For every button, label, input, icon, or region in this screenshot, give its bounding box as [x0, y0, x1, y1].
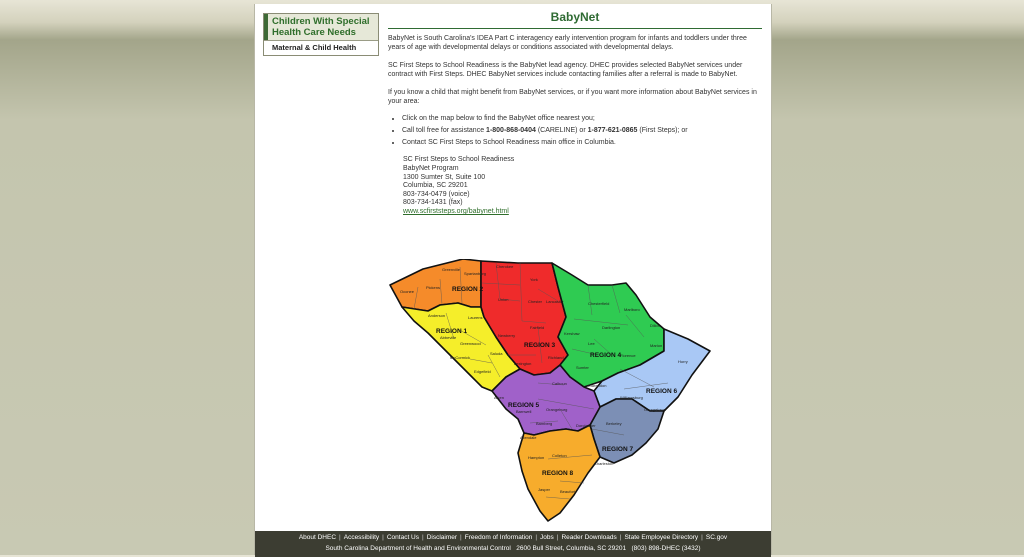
county-saluda: Saluda: [490, 351, 503, 356]
bullet-map-text: Click on the map below to find the BabyNet office nearest you;: [402, 115, 595, 123]
bullet-contact-text: Contact SC First Steps to School Readiness main office in Columbia.: [402, 139, 616, 147]
county-dillon: Dillon: [650, 323, 661, 328]
address-voice: 803-734-0479 (voice): [403, 190, 470, 198]
county-greenville: Greenville: [442, 267, 461, 272]
footer-link-disclaimer[interactable]: Disclaimer: [426, 534, 458, 541]
region-5-label[interactable]: REGION 5: [508, 402, 540, 409]
footer-separator: |: [382, 534, 384, 541]
county-beaufort: Beaufort: [560, 489, 576, 494]
county-orangeburg: Orangeburg: [546, 407, 568, 412]
address-city: Columbia, SC 29201: [403, 182, 468, 190]
county-lancaster: Lancaster: [546, 299, 564, 304]
footer-separator: |: [701, 534, 703, 541]
county-edgefield: Edgefield: [474, 369, 491, 374]
first-steps-phone: 1-877-621-0865: [587, 127, 638, 135]
county-darlington: Darlington: [602, 325, 621, 330]
county-barnwell: Barnwell: [516, 409, 532, 414]
list-item: [402, 126, 762, 136]
county-anderson: Anderson: [428, 313, 446, 318]
address-street: 1300 Sumter St, Suite 100: [403, 173, 486, 181]
county-charleston: Charleston: [594, 461, 614, 466]
footer-link-foi[interactable]: Freedom of Information: [464, 534, 533, 541]
footer-link-reader-downloads[interactable]: Reader Downloads: [561, 534, 617, 541]
page-container: [254, 4, 772, 555]
county-mccormick: McCormick: [450, 355, 470, 360]
county-newberry: Newberry: [498, 333, 516, 338]
county-kershaw: Kershaw: [564, 331, 580, 336]
sidebar-item-maternal-child-health[interactable]: Maternal & Child Health: [264, 40, 378, 55]
county-pickens: Pickens: [426, 285, 441, 290]
list-item: [402, 138, 762, 148]
county-bamberg: Bamberg: [536, 421, 553, 426]
county-richland: Richland: [548, 355, 564, 360]
footer-separator: |: [535, 534, 538, 541]
first-steps-link[interactable]: www.scfirststeps.org/babynet.html: [403, 208, 509, 215]
county-greenwood: Greenwood: [460, 341, 481, 346]
county-fairfield: Fairfield: [530, 325, 545, 330]
county-marion: Marion: [650, 343, 663, 348]
region-1-label[interactable]: REGION 1: [436, 328, 468, 335]
bullet-call-mid: (CARELINE) or: [535, 127, 588, 135]
office-address: [388, 156, 762, 216]
main-content: [388, 10, 762, 217]
county-clarendon: Clarendon: [588, 383, 607, 388]
footer-link-scgov[interactable]: SC.gov: [705, 534, 728, 541]
region-4-label[interactable]: REGION 4: [590, 352, 622, 359]
footer-separator: |: [422, 534, 424, 541]
county-berkeley: Berkeley: [606, 421, 622, 426]
footer-separator: |: [339, 534, 341, 541]
county-york: York: [530, 277, 538, 282]
county-allendale: Allendale: [520, 435, 537, 440]
footer-link-contact[interactable]: Contact Us: [386, 534, 419, 541]
footer-separator: |: [619, 534, 622, 541]
footer-link-jobs[interactable]: Jobs: [540, 534, 554, 541]
county-aiken: Aiken: [494, 395, 505, 400]
sidebar-nav: [263, 13, 379, 56]
county-jasper: Jasper: [538, 487, 551, 492]
county-florence: Florence: [620, 353, 636, 358]
county-hampton: Hampton: [528, 455, 545, 460]
county-spartanburg: Spartanburg: [464, 271, 487, 276]
footer-separator: |: [556, 534, 559, 541]
county-colleton: Colleton: [552, 453, 567, 458]
footer-phone: (803) 898-DHEC (3432): [631, 545, 701, 552]
footer-info: [255, 544, 771, 554]
lead-agency-paragraph: SC First Steps to School Readiness is the BabyNet lead agency. DHEC provides selected BabyNet services under contract with First Steps. DHEC BabyNet services include contacting families after a referral is made to BabyNet.: [388, 61, 743, 79]
county-oconee: Oconee: [400, 289, 415, 294]
address-program: BabyNet Program: [403, 165, 459, 173]
region-map: [388, 259, 718, 527]
county-cherokee: Cherokee: [496, 264, 514, 269]
careline-phone: 1-800-868-0404: [486, 127, 536, 135]
footer-address: 2600 Bull Street, Columbia, SC 29201: [516, 545, 627, 552]
contact-options-list: [388, 114, 762, 148]
region-6-label[interactable]: REGION 6: [646, 388, 678, 395]
region-3-label[interactable]: REGION 3: [524, 342, 556, 349]
footer-link-accessibility[interactable]: Accessibility: [343, 534, 380, 541]
site-footer: [255, 531, 771, 557]
county-georgetown: Georgetown: [644, 407, 666, 412]
county-horry: Horry: [678, 359, 688, 364]
county-abbeville: Abbeville: [440, 335, 457, 340]
intro-paragraph: BabyNet is South Carolina's IDEA Part C interagency early intervention program for infants and toddlers under three years of age with developmental delays or conditions associated with developmental delays.: [388, 35, 747, 52]
county-chesterfield: Chesterfield: [588, 301, 610, 306]
region-2-label[interactable]: REGION 2: [452, 286, 484, 293]
footer-link-about[interactable]: About DHEC: [298, 534, 337, 541]
county-sumter: Sumter: [576, 365, 589, 370]
address-fax: 803-734-1431 (fax): [403, 199, 463, 207]
county-williamsburg: Williamsburg: [620, 395, 643, 400]
page-title: BabyNet: [388, 10, 762, 29]
bullet-call-suffix: (First Steps); or: [637, 127, 688, 135]
county-lee: Lee: [588, 341, 595, 346]
county-marlboro: Marlboro: [624, 307, 640, 312]
bullet-call-prefix: Call toll free for assistance: [402, 127, 487, 135]
county-laurens: Laurens: [468, 315, 483, 320]
sidebar-title-link[interactable]: Children With Special Health Care Needs: [264, 14, 378, 40]
footer-separator: |: [460, 534, 462, 541]
footer-org: South Carolina Department of Health and Environmental Control: [325, 545, 511, 552]
footer-link-employee-directory[interactable]: State Employee Directory: [624, 534, 699, 541]
county-union: Union: [498, 297, 509, 302]
region-7-label[interactable]: REGION 7: [602, 446, 634, 453]
address-org: SC First Steps to School Readiness: [403, 156, 515, 164]
county-lexington: Lexington: [514, 361, 532, 366]
county-chester: Chester: [528, 299, 543, 304]
list-item: [402, 114, 762, 124]
more-info-paragraph: If you know a child that might benefit from BabyNet services, or if you want more information about BabyNet services in your area:: [388, 88, 757, 106]
county-calhoun: Calhoun: [552, 381, 567, 386]
footer-links: [255, 533, 771, 543]
county-dorchester: Dorchester: [576, 423, 596, 428]
region-8-label[interactable]: REGION 8: [542, 470, 574, 477]
